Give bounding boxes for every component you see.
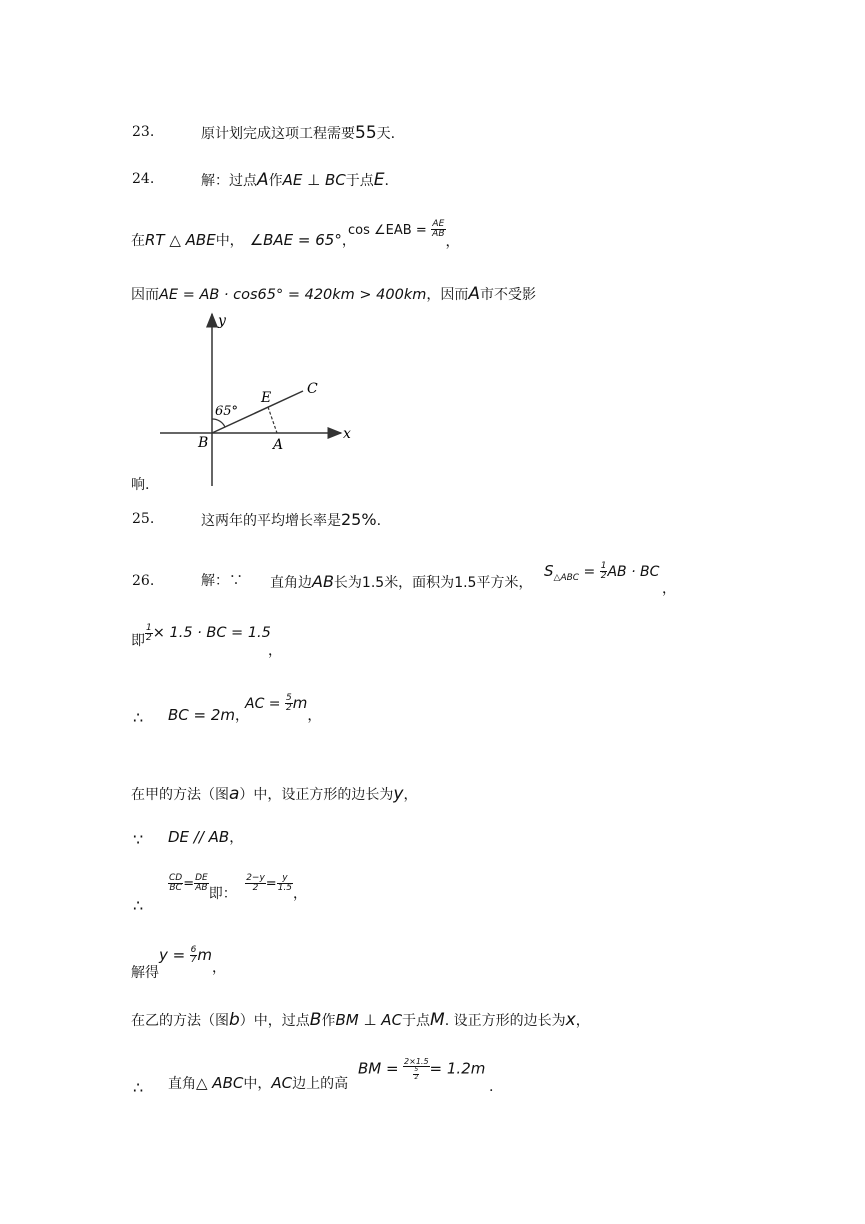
y-fraction — [277, 874, 293, 894]
therefore-symbol: ∴ — [133, 708, 144, 727]
q24-step-2 — [131, 233, 356, 248]
q25-line — [0, 502, 865, 542]
q26-step-3 — [168, 708, 249, 723]
five-halves-fraction — [285, 694, 293, 714]
q26-step-2 — [131, 623, 271, 649]
therefore-symbol: ∴ — [133, 1078, 144, 1097]
fraction-denominator: 2 — [252, 883, 259, 894]
fraction-denominator: BC — [169, 883, 182, 894]
q23-value: 55 — [355, 123, 377, 143]
q24-step-3 — [131, 286, 536, 303]
q26-bm-label: BM = — [358, 1059, 399, 1078]
q25-suffix: . — [376, 513, 382, 529]
q26-text: ， — [575, 1013, 590, 1029]
q26-text: ， — [662, 581, 676, 597]
cd-bc-fraction — [168, 874, 183, 894]
q26-text: 即： — [208, 885, 237, 902]
fraction-denominator: 2 — [146, 633, 152, 644]
q24-text: 市不受影 — [480, 287, 537, 303]
meter-unit: m — [197, 945, 213, 964]
q24-text: 于点 — [345, 173, 374, 189]
nested-fraction — [413, 1067, 419, 1081]
perpendicular-ae — [268, 407, 277, 433]
q23-line — [0, 115, 865, 155]
fraction-denominator: AB — [432, 229, 445, 240]
q23-text — [201, 125, 395, 142]
q26-line-9 — [0, 1056, 865, 1102]
q26-text: 于点 — [402, 1013, 431, 1029]
q25-number: 25. — [132, 511, 155, 527]
q26-number: 26. — [132, 573, 155, 589]
q26-product: AB · BC — [607, 563, 660, 580]
q26-text: 边上的高 — [292, 1076, 349, 1092]
q26-perp-expr: BM ⊥ AC — [335, 1011, 403, 1029]
q24-cos-fraction — [431, 220, 445, 240]
q24-line-1 — [0, 160, 865, 200]
q24-point-a: A — [468, 284, 481, 304]
q24-cos-expr — [348, 219, 460, 250]
fraction-numerator: 2×1.5 — [404, 1057, 429, 1066]
equals-sign: = — [583, 563, 596, 580]
q24-text: 在 — [131, 233, 145, 249]
q26-text: 直角 — [168, 1076, 196, 1092]
because-symbol: ∵ — [133, 830, 144, 849]
meter-unit: m — [292, 693, 308, 712]
q24-distance-expr: AE = AB · cos65° = 420km > 400km — [159, 287, 427, 303]
q24-text: 解：过点 — [201, 173, 257, 189]
q24-text-end: 响. — [131, 477, 150, 493]
q26-line-3 — [0, 692, 865, 732]
q26-text: . — [489, 1079, 494, 1095]
variable-x: x — [565, 1010, 576, 1030]
q26-line-7 — [0, 944, 865, 984]
q26-text: 在乙的方法（图 — [131, 1013, 229, 1029]
q26-step-8 — [131, 1012, 590, 1029]
q24-angle-expr: ∠BAE = 65° — [249, 231, 342, 249]
q24-text: . — [384, 173, 389, 189]
q26-step-4 — [131, 786, 417, 803]
q23-label: 原计划完成这项工程需要 — [201, 126, 355, 142]
q26-text: ， — [307, 707, 322, 724]
q24-text: ，因而 — [426, 287, 469, 303]
q26-parallel: DE // AB — [168, 828, 230, 846]
q26-line-1 — [0, 560, 865, 600]
q26-length-value: 1.5 — [361, 575, 385, 591]
q26-text: 作 — [321, 1013, 336, 1029]
q24-point-a: A — [257, 170, 269, 190]
area-subscript: △ABC — [553, 572, 580, 583]
q26-text: ， — [293, 885, 308, 902]
q26-text: ， — [212, 959, 227, 976]
fraction-denominator: 2 — [414, 1073, 419, 1081]
q25-text — [201, 512, 381, 528]
q24-number: 24. — [132, 171, 155, 187]
q26-text: ， — [268, 643, 282, 659]
equals-sign: = — [183, 876, 195, 892]
label-a: A — [273, 437, 284, 453]
fraction-denominator: 7 — [190, 955, 197, 966]
q26-bc-value: BC = 2m — [168, 706, 236, 724]
fraction-numerator: 6 — [190, 945, 197, 955]
q24-text: 中， — [215, 233, 244, 249]
q26-text: 在甲的方法（图 — [131, 787, 229, 803]
q24-line-2 — [0, 218, 865, 252]
q26-height-value: = 1.2m — [429, 1059, 486, 1078]
q26-step-1b — [270, 574, 532, 590]
q26-text: 解得 — [131, 965, 159, 981]
label-c: C — [307, 381, 318, 397]
q26-y-solution — [159, 945, 227, 976]
fraction-numerator: 5 — [286, 693, 292, 703]
q26-text: ， — [403, 787, 418, 803]
fraction-numerator: 1 — [146, 623, 152, 633]
q26-area-value: 1.5 — [454, 575, 477, 591]
fraction-numerator: 5 — [414, 1066, 419, 1074]
q24-diagram — [155, 308, 365, 488]
figure-b-ref: b — [229, 1010, 240, 1030]
q26-text: ， — [235, 708, 250, 724]
q26-y-label: y = — [159, 945, 186, 964]
q24-text: 因而 — [131, 287, 159, 303]
q26-text: 直角边 — [270, 575, 312, 591]
fraction-denominator — [403, 1067, 430, 1081]
fraction-denominator: 2 — [286, 703, 292, 714]
q26-height-formula — [358, 1058, 485, 1081]
q24-point-e: E — [373, 170, 385, 190]
q25-label: 这两年的平均增长率是 — [201, 513, 341, 529]
q26-line-4 — [0, 776, 865, 816]
q26-text: ， — [229, 830, 244, 846]
q26-ac-value — [245, 693, 322, 724]
height-fraction — [403, 1058, 430, 1081]
q25-value: 25% — [341, 510, 377, 529]
q26-line-5 — [0, 820, 865, 860]
q23-number: 23. — [132, 124, 155, 140]
q26-equation: × 1.5 · BC = 1.5 — [152, 625, 271, 641]
q26-text: 中， — [243, 1076, 272, 1092]
therefore-symbol: ∴ — [133, 896, 144, 915]
q26-ab: AB — [312, 572, 334, 591]
q24-line-3 — [0, 276, 865, 316]
q26-step-9 — [168, 1076, 348, 1091]
figure-a-ref: a — [229, 784, 240, 804]
q26-text: 平方米， — [476, 575, 533, 591]
q26-ac: AC — [271, 1074, 293, 1092]
fraction-denominator: AB — [195, 883, 208, 894]
fraction-numerator: CD — [169, 873, 183, 883]
point-b: B — [309, 1010, 322, 1030]
label-b: B — [198, 435, 209, 451]
variable-y: y — [393, 784, 404, 804]
q24-step-1 — [201, 172, 389, 189]
point-m: M — [430, 1010, 445, 1030]
de-ab-fraction — [194, 874, 209, 894]
q23-suffix: 天. — [376, 126, 396, 142]
q24-text: 作 — [268, 173, 283, 189]
q26-text: . 设正方形的边长为 — [444, 1013, 566, 1029]
label-y: y — [218, 313, 226, 329]
label-e: E — [261, 390, 272, 406]
half-fraction — [145, 624, 153, 644]
q26-triangle: △ ABC — [196, 1074, 244, 1092]
q26-proportion — [168, 873, 308, 902]
q26-step-1 — [201, 574, 243, 588]
q26-ac-label: AC = — [245, 695, 281, 712]
q24-triangle: RT △ ABE — [145, 231, 216, 249]
q26-text: ）中，过点 — [239, 1013, 310, 1029]
fraction-denominator: 1.5 — [277, 883, 293, 894]
label-x: x — [343, 426, 351, 442]
q24-text: ， — [341, 233, 356, 249]
equals-sign: = — [265, 876, 277, 892]
q26-line-2 — [0, 620, 865, 660]
q26-text: 米，面积为 — [384, 575, 455, 591]
two-minus-y-fraction — [245, 874, 266, 894]
fraction-numerator: AE — [432, 219, 445, 229]
q26-line-6 — [0, 870, 865, 916]
q26-text: 即 — [131, 633, 145, 649]
q24-text: ， — [445, 233, 460, 250]
q24-cos-label: cos ∠EAB = — [348, 222, 427, 238]
area-symbol: S — [544, 561, 554, 580]
q26-text: 长为 — [333, 575, 362, 591]
q26-text: 解：∵ — [201, 573, 243, 589]
q26-line-8 — [0, 1002, 865, 1042]
angle-arc — [212, 419, 225, 427]
label-angle: 65° — [215, 404, 239, 419]
fraction-denominator: 2 — [600, 571, 607, 582]
fraction-numerator: y — [277, 874, 293, 884]
q26-area-formula — [544, 562, 659, 582]
q26-step-5 — [168, 830, 243, 845]
fraction-numerator: 2−y — [246, 873, 265, 883]
q26-text: ）中，设正方形的边长为 — [239, 787, 394, 803]
q24-perp-expr: AE ⊥ BC — [282, 171, 346, 189]
fraction-numerator: 1 — [600, 561, 607, 571]
fraction-numerator: DE — [195, 873, 208, 883]
